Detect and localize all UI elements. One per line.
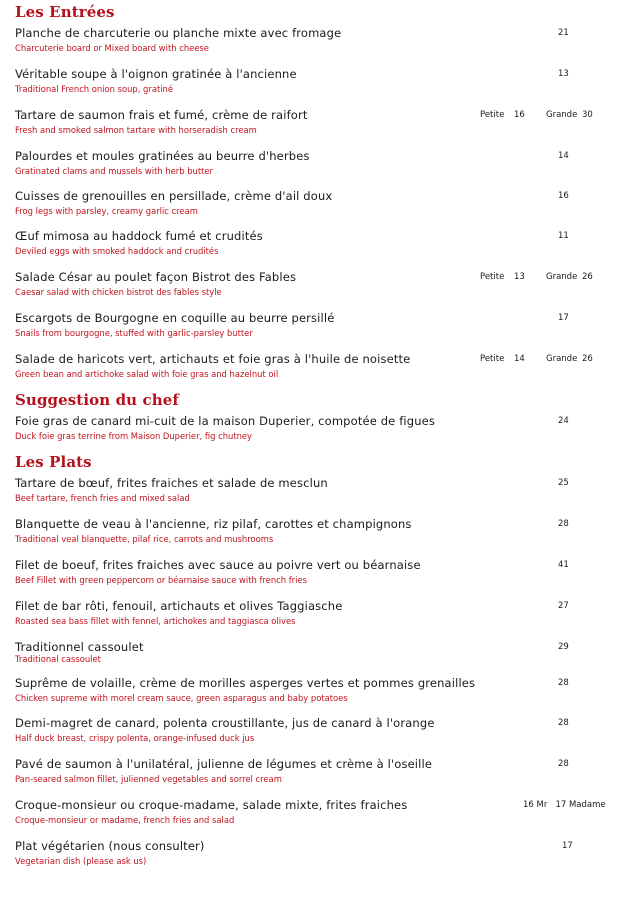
item-name-en: Traditional cassoulet xyxy=(15,654,101,664)
menu-item xyxy=(15,311,615,339)
item-name-en: Croque-monsieur or madame, french fries and salad xyxy=(15,815,235,825)
item-name-en: Traditional French onion soup, gratiné xyxy=(15,84,174,94)
item-price: 14 xyxy=(558,151,569,161)
item-price: 16 xyxy=(558,191,569,201)
grande-label: Grande xyxy=(546,354,578,364)
item-price: 28 xyxy=(558,718,569,728)
item-name-fr: Escargots de Bourgogne en coquille au beurre persillé xyxy=(15,311,335,325)
petite-price: 14 xyxy=(514,354,525,364)
item-price: 11 xyxy=(558,231,569,241)
grande-label: Grande xyxy=(546,272,578,282)
item-price-sizes xyxy=(480,271,612,283)
menu-item xyxy=(15,798,615,826)
menu-item xyxy=(15,189,615,217)
item-name-en: Chicken supreme with morel cream sauce, green asparagus and baby potatoes xyxy=(15,693,348,703)
item-name-fr: Croque-monsieur ou croque-madame, salade mixte, frites fraiches xyxy=(15,798,408,812)
petite-label: Petite xyxy=(480,110,505,120)
menu-item xyxy=(15,26,615,54)
grande-label: Grande xyxy=(546,110,578,120)
item-name-fr: Palourdes et moules gratinées au beurre d'herbes xyxy=(15,149,310,163)
item-price: 24 xyxy=(558,416,569,426)
item-name-fr: Tartare de saumon frais et fumé, crème de raifort xyxy=(15,108,308,122)
menu-item xyxy=(15,716,615,744)
item-name-en: Charcuterie board or Mixed board with cheese xyxy=(15,43,209,53)
item-name-fr: Salade César au poulet façon Bistrot des Fables xyxy=(15,270,297,284)
item-name-fr: Véritable soupe à l'oignon gratinée à l'ancienne xyxy=(15,67,297,81)
item-price: 41 xyxy=(558,560,569,570)
menu-item xyxy=(15,599,615,627)
menu-item xyxy=(15,270,615,298)
item-price: 16 Mr 17 Madame xyxy=(523,800,606,810)
menu-item xyxy=(15,839,615,867)
item-name-fr: Cuisses de grenouilles en persillade, crème d'ail doux xyxy=(15,189,333,203)
item-name-en: Duck foie gras terrine from Maison Duperier, fig chutney xyxy=(15,431,253,441)
grande-price: 26 xyxy=(582,272,593,282)
petite-label: Petite xyxy=(480,354,505,364)
item-name-fr: Traditionnel cassoulet xyxy=(15,640,144,654)
item-price: 25 xyxy=(558,478,569,488)
menu-item xyxy=(15,757,615,785)
section-title-entrees: Les Entrées xyxy=(15,3,115,21)
item-name-en: Deviled eggs with smoked haddock and crudités xyxy=(15,246,219,256)
item-name-fr: Filet de bar rôti, fenouil, artichauts et olives Taggiasche xyxy=(15,599,343,613)
item-name-fr: Tartare de bœuf, frites fraiches et salade de mesclun xyxy=(15,476,328,490)
menu-item xyxy=(15,108,615,136)
item-name-en: Frog legs with parsley, creamy garlic cream xyxy=(15,206,198,216)
item-price: 17 xyxy=(558,313,569,323)
item-price: 28 xyxy=(558,519,569,529)
item-price: 27 xyxy=(558,601,569,611)
item-name-en: Beef tartare, french fries and mixed salad xyxy=(15,493,190,503)
item-name-fr: Pavé de saumon à l'unilatéral, julienne de légumes et crème à l'oseille xyxy=(15,757,433,771)
menu-item xyxy=(15,149,615,177)
item-name-fr: Œuf mimosa au haddock fumé et crudités xyxy=(15,229,263,243)
item-name-fr: Planche de charcuterie ou planche mixte avec fromage xyxy=(15,26,342,40)
item-name-fr: Plat végétarien (nous consulter) xyxy=(15,839,205,853)
item-price-sizes xyxy=(480,353,612,365)
menu-item xyxy=(15,352,615,380)
item-price-sizes xyxy=(480,109,612,121)
item-name-fr: Filet de boeuf, frites fraiches avec sauce au poivre vert ou béarnaise xyxy=(15,558,421,572)
item-name-fr: Foie gras de canard mi-cuit de la maison Duperier, compotée de figues xyxy=(15,414,436,428)
item-price: 17 xyxy=(562,841,573,851)
menu-item xyxy=(15,229,615,257)
item-name-en: Gratinated clams and mussels with herb butter xyxy=(15,166,213,176)
petite-price: 13 xyxy=(514,272,525,282)
menu-item xyxy=(15,414,615,442)
item-name-en: Fresh and smoked salmon tartare with horseradish cream xyxy=(15,125,257,135)
section-title-plats: Les Plats xyxy=(15,453,92,471)
item-name-en: Snails from bourgogne, stuffed with garlic-parsley butter xyxy=(15,328,253,338)
item-name-fr: Blanquette de veau à l'ancienne, riz pilaf, carottes et champignons xyxy=(15,517,412,531)
petite-price: 16 xyxy=(514,110,525,120)
menu-item xyxy=(15,640,615,665)
menu-item xyxy=(15,676,615,704)
section-title-suggestion: Suggestion du chef xyxy=(15,391,179,409)
item-price: 21 xyxy=(558,28,569,38)
petite-label: Petite xyxy=(480,272,505,282)
item-price: 28 xyxy=(558,678,569,688)
item-name-en: Beef Fillet with green peppercorn or béarnaise sauce with french fries xyxy=(15,575,307,585)
item-name-en: Green bean and artichoke salad with foie gras and hazelnut oil xyxy=(15,369,279,379)
menu-item xyxy=(15,558,615,586)
grande-price: 26 xyxy=(582,354,593,364)
item-name-en: Half duck breast, crispy polenta, orange-infused duck jus xyxy=(15,733,255,743)
item-name-en: Caesar salad with chicken bistrot des fables style xyxy=(15,287,222,297)
item-price: 13 xyxy=(558,69,569,79)
item-name-en: Traditional veal blanquette, pilaf rice, carrots and mushrooms xyxy=(15,534,274,544)
item-name-en: Vegetarian dish (please ask us) xyxy=(15,856,147,866)
item-price: 29 xyxy=(558,642,569,652)
menu-item xyxy=(15,67,615,95)
item-name-fr: Suprême de volaille, crème de morilles asperges vertes et pommes grenailles xyxy=(15,676,476,690)
item-name-fr: Demi-magret de canard, polenta croustillante, jus de canard à l'orange xyxy=(15,716,435,730)
item-name-en: Roasted sea bass fillet with fennel, artichokes and taggiasca olives xyxy=(15,616,296,626)
grande-price: 30 xyxy=(582,110,593,120)
item-price: 28 xyxy=(558,759,569,769)
menu-item xyxy=(15,476,615,504)
item-name-en: Pan-seared salmon fillet, julienned vegetables and sorrel cream xyxy=(15,774,282,784)
menu-item xyxy=(15,517,615,545)
item-name-fr: Salade de haricots vert, artichauts et foie gras à l'huile de noisette xyxy=(15,352,411,366)
